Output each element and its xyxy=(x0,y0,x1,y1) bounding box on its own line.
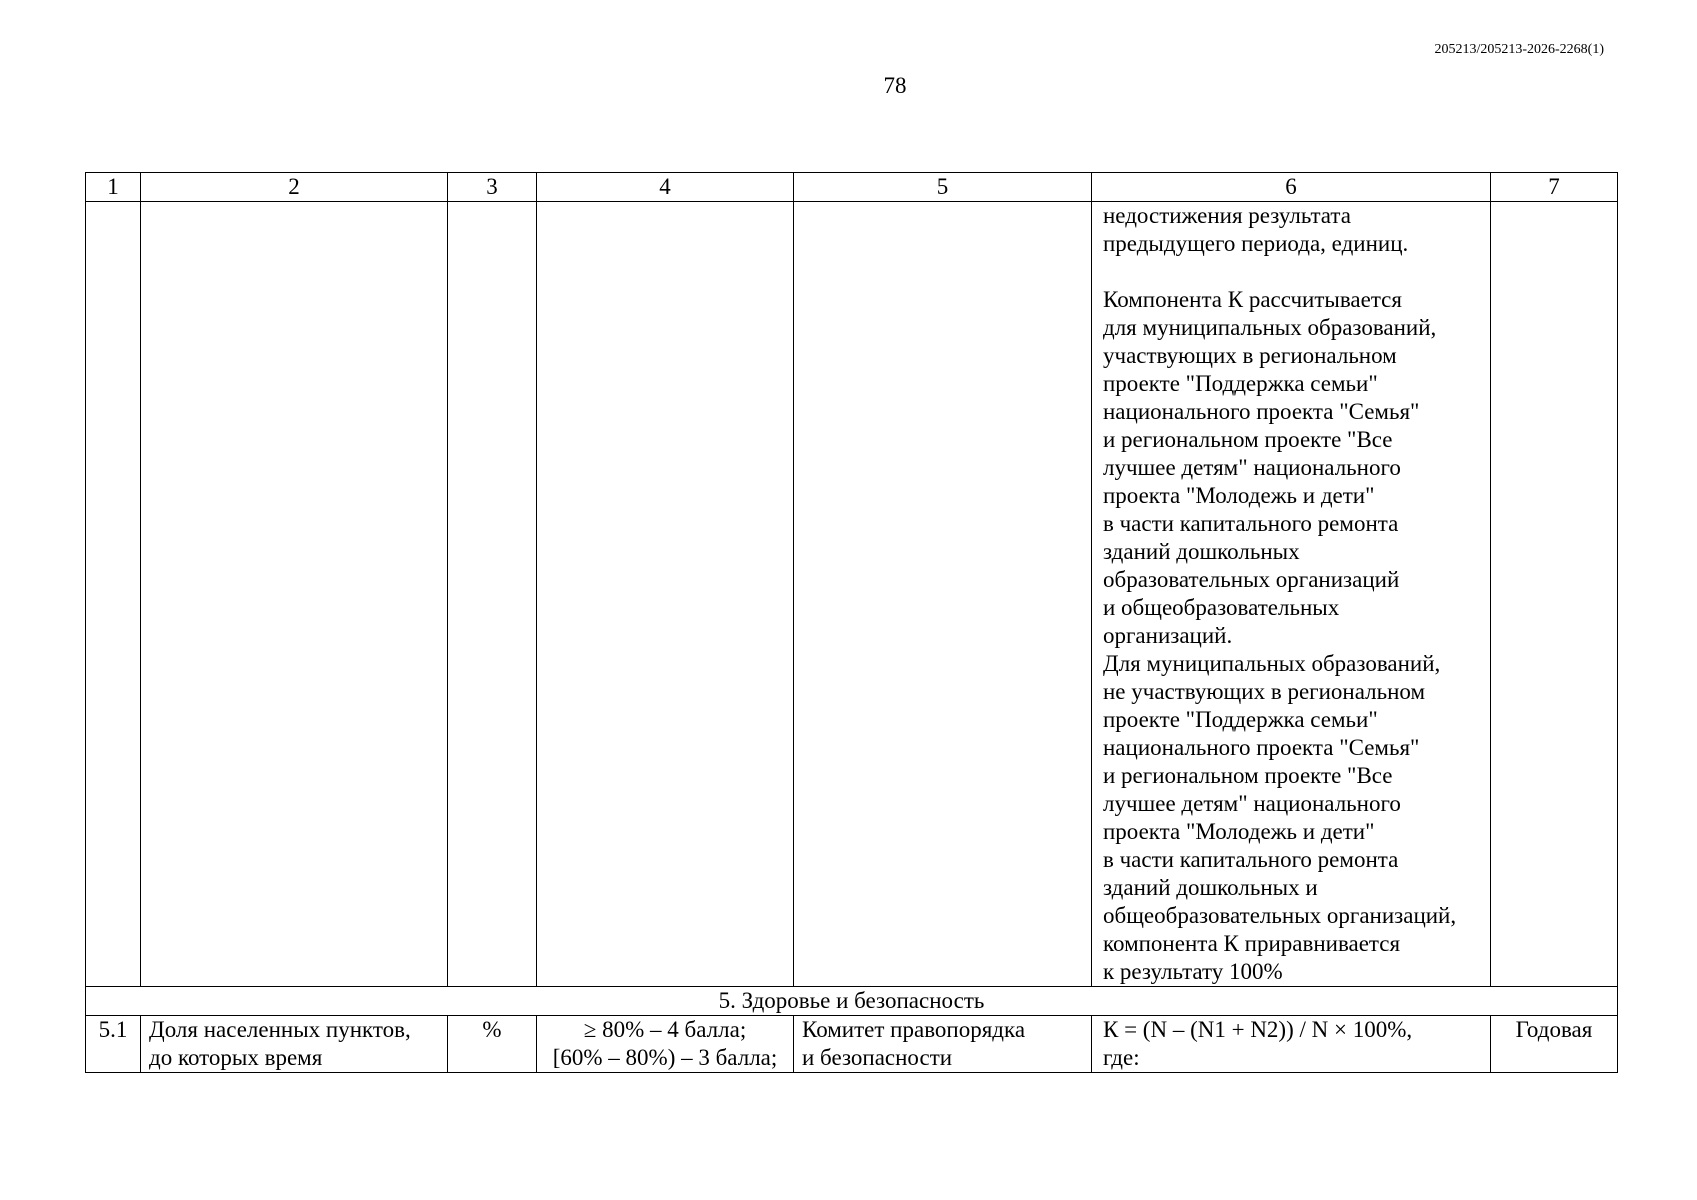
text-line: зданий дошкольных xyxy=(1103,539,1300,564)
column-number: 5 xyxy=(794,173,1092,202)
text-line: образовательных организаций xyxy=(1103,567,1400,592)
text-line: и общеобразовательных xyxy=(1103,595,1340,620)
text-line: Для муниципальных образований, xyxy=(1103,651,1441,676)
indicator-table xyxy=(85,172,1618,1073)
scoring-cell xyxy=(537,1016,794,1073)
text-line: предыдущего периода, единиц. xyxy=(1103,231,1409,256)
column-number: 6 xyxy=(1092,173,1491,202)
unit-cell: % xyxy=(448,1016,537,1073)
column-number: 1 xyxy=(86,173,141,202)
text-line: и региональном проекте "Все xyxy=(1103,763,1393,788)
text-line: недостижения результата xyxy=(1103,203,1351,228)
text-line: не участвующих в региональном xyxy=(1103,679,1425,704)
text-line: к результату 100% xyxy=(1103,959,1283,984)
text-line: проекта "Молодежь и дети" xyxy=(1103,819,1375,844)
text-line: Компонента К рассчитывается xyxy=(1103,287,1402,312)
text-line: и региональном проекте "Все xyxy=(1103,427,1393,452)
text-line: лучшее детям" национального xyxy=(1103,791,1401,816)
formula-cell xyxy=(1092,1016,1491,1073)
text-line: где: xyxy=(1103,1045,1140,1070)
column-number: 2 xyxy=(141,173,448,202)
text-line: участвующих в региональном xyxy=(1103,343,1397,368)
continued-row xyxy=(86,202,1618,987)
text-line: компонента К приравнивается xyxy=(1103,931,1401,956)
text-line: зданий дошкольных и xyxy=(1103,875,1318,900)
column-number: 3 xyxy=(448,173,537,202)
empty-cell xyxy=(537,202,794,987)
empty-cell xyxy=(448,202,537,987)
text-line: национального проекта "Семья" xyxy=(1103,735,1420,760)
responsible-cell xyxy=(794,1016,1092,1073)
indicator-name-cell xyxy=(141,1016,448,1073)
text-line: ≥ 80% – 4 балла; xyxy=(583,1017,747,1042)
empty-cell xyxy=(1491,202,1618,987)
empty-cell xyxy=(794,202,1092,987)
text-line: до которых время xyxy=(149,1045,323,1070)
document-code: 205213/205213-2026-2268(1) xyxy=(1434,42,1604,57)
text-line: лучшее детям" национального xyxy=(1103,455,1401,480)
table-row xyxy=(86,1016,1618,1073)
text-line: в части капитального ремонта xyxy=(1103,511,1399,536)
section-row xyxy=(86,987,1618,1016)
text-line: К = (N – (N1 + N2)) / N × 100%, xyxy=(1103,1017,1413,1042)
text-line: Доля населенных пунктов, xyxy=(149,1017,411,1042)
text-line: в части капитального ремонта xyxy=(1103,847,1399,872)
text-line xyxy=(1103,258,1482,286)
section-title: 5. Здоровье и безопасность xyxy=(86,987,1618,1016)
periodicity-cell: Годовая xyxy=(1491,1016,1618,1073)
text-line: проекте "Поддержка семьи" xyxy=(1103,707,1378,732)
row-number: 5.1 xyxy=(86,1016,141,1073)
page-number: 78 xyxy=(883,73,907,98)
calculation-method-cell xyxy=(1092,202,1491,987)
column-number-row xyxy=(86,173,1618,202)
empty-cell xyxy=(86,202,141,987)
text-line: организаций. xyxy=(1103,623,1233,648)
text-line: для муниципальных образований, xyxy=(1103,315,1437,340)
column-number: 7 xyxy=(1491,173,1618,202)
empty-cell xyxy=(141,202,448,987)
text-line: Комитет правопорядка xyxy=(802,1017,1026,1042)
text-line: [60% – 80%) – 3 балла; xyxy=(552,1045,778,1070)
text-line: проекта "Молодежь и дети" xyxy=(1103,483,1375,508)
text-line: и безопасности xyxy=(802,1045,953,1070)
text-line: проекте "Поддержка семьи" xyxy=(1103,371,1378,396)
text-line: общеобразовательных организаций, xyxy=(1103,903,1457,928)
column-number: 4 xyxy=(537,173,794,202)
text-line: национального проекта "Семья" xyxy=(1103,399,1420,424)
